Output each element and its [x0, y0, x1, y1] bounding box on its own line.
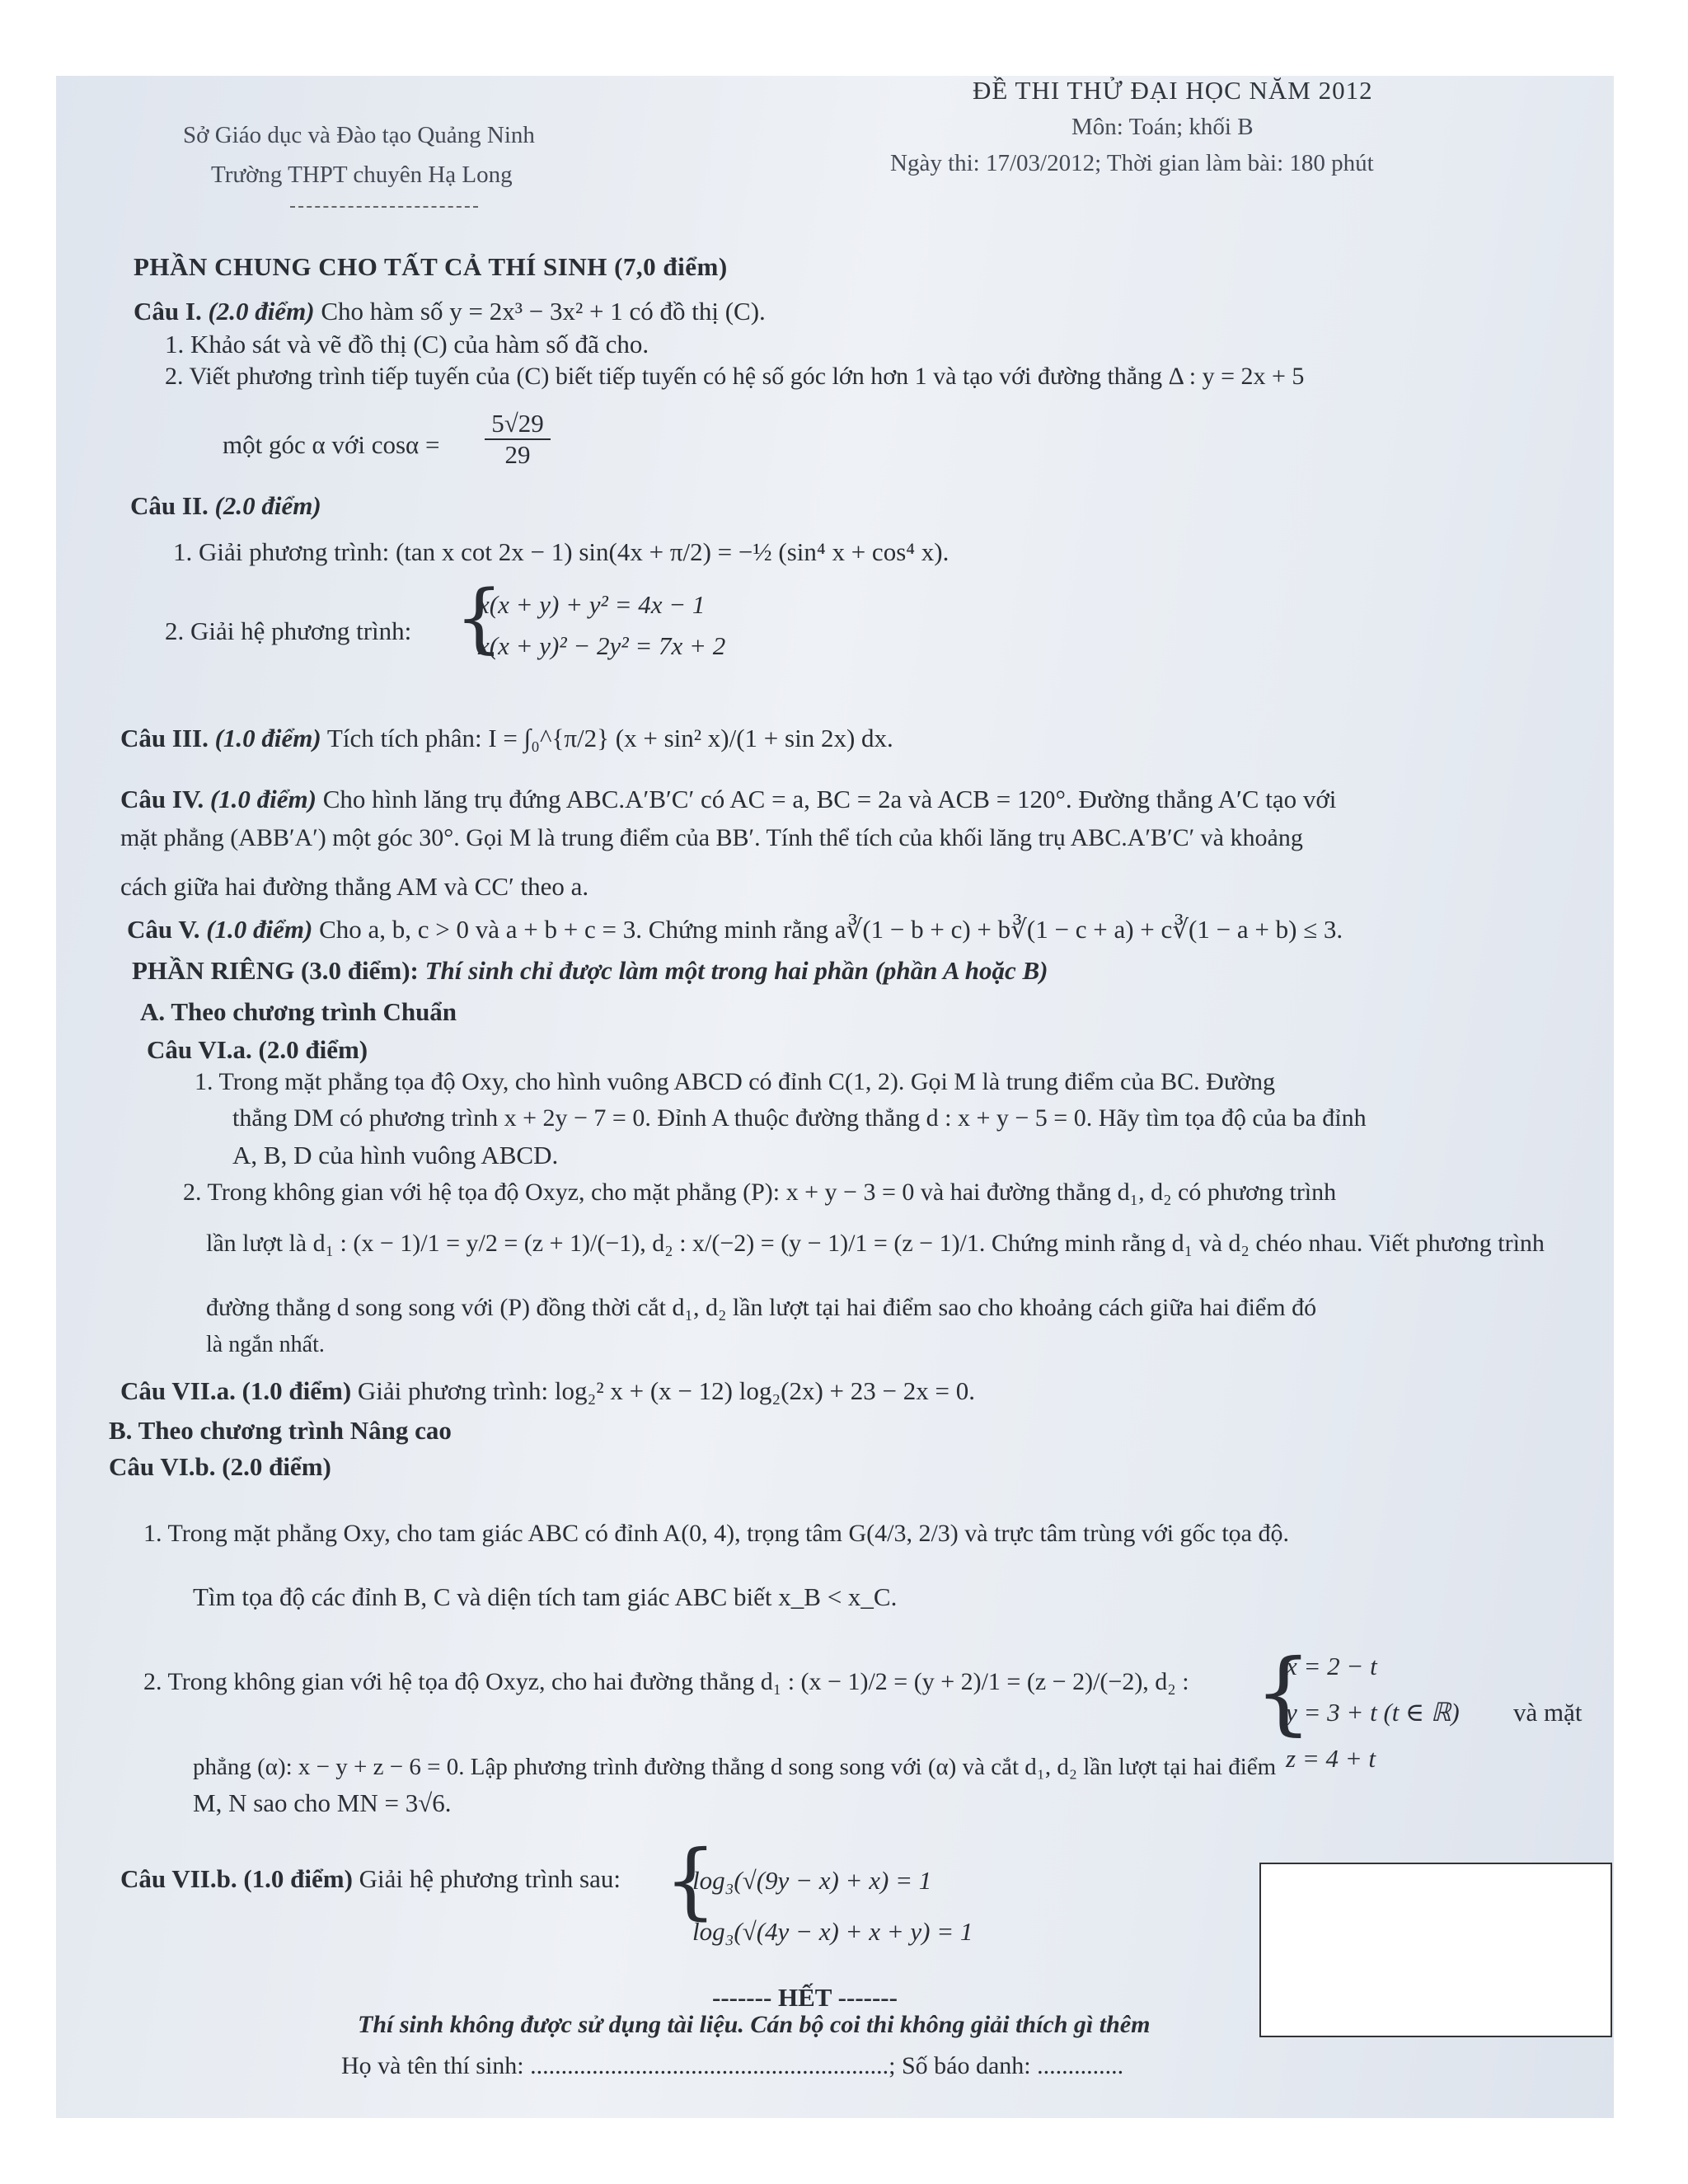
part-a-q6-heading: Câu VI.a. (2.0 điểm): [147, 1035, 368, 1064]
question-1: [134, 297, 766, 326]
blank-box: [1259, 1863, 1612, 2037]
question-4: [120, 785, 1336, 814]
part-a-q6-item-1-line-2: thẳng DM có phương trình x + 2y − 7 = 0. Đỉnh A thuộc đường thẳng d : x + y − 5 = 0. Hãy tìm tọa độ của ba đỉnh: [232, 1104, 1367, 1132]
system-brace: {: [455, 574, 504, 662]
q5-text: Cho a, b, c > 0 và a + b + c = 3. Chứng minh rằng a∛(1 − b + c) + b∛(1 − c + a) + c∛(1 − a + b) ≤ 3.: [319, 915, 1343, 944]
q2-item-1: 1. Giải phương trình: (tan x cot 2x − 1) sin(4x + π/2) = −½ (sin⁴ x + cos⁴ x).: [173, 537, 950, 566]
q1-text: Cho hàm số y = 2x³ − 3x² + 1 có đồ thị (C).: [321, 297, 766, 326]
part-b-q7-text: Giải hệ phương trình sau:: [359, 1864, 621, 1893]
q2-item-2: 2. Giải hệ phương trình:: [165, 616, 412, 645]
common-part-heading: PHẦN CHUNG CHO TẤT CẢ THÍ SINH (7,0 điểm): [134, 252, 728, 281]
part-b-q6-item-1-line-2: Tìm tọa độ các đỉnh B, C và diện tích tam giác ABC biết x_B < x_C.: [193, 1582, 898, 1611]
q1-label: Câu I.: [134, 297, 202, 326]
q2-system-eq-1: x(x + y) + y² = 4x − 1: [478, 590, 706, 619]
part-b-q7-label: Câu VII.b. (1.0 điểm): [120, 1864, 353, 1893]
q5-label: Câu V.: [127, 915, 200, 944]
part-b-q6-heading: Câu VI.b. (2.0 điểm): [109, 1452, 331, 1481]
cos-fraction: [485, 409, 551, 470]
q1-item-2: 2. Viết phương trình tiếp tuyến của (C) biết tiếp tuyến có hệ số góc lớn hơn 1 và tạo với đường thẳng Δ : y = 2x + 5: [165, 363, 1305, 390]
q3-label: Câu III.: [120, 724, 209, 752]
fraction-denominator: 29: [504, 440, 531, 469]
q2-points: (2.0 điểm): [214, 491, 321, 520]
param-system-brace: {: [1254, 1639, 1312, 1745]
q2-system-eq-2: x(x + y)² − 2y² = 7x + 2: [478, 631, 726, 660]
q4-line-3: cách giữa hai đường thẳng AM và CC′ theo a.: [120, 872, 589, 901]
part-b-q7-eq-2: log₃(√(4y − x) + x + y) = 1: [692, 1917, 973, 1946]
part-a-q7: [120, 1376, 975, 1406]
fraction-numerator: 5√29: [485, 409, 551, 440]
log-system-brace: {: [664, 1832, 717, 1929]
school-name: Trường THPT chuyên Hạ Long: [211, 162, 513, 188]
part-b-q7-eq-1: log₃(√(9y − x) + x) = 1: [692, 1866, 932, 1895]
private-part-heading: [132, 956, 1048, 986]
part-a-q6-item-2-line-4: là ngắn nhất.: [206, 1332, 325, 1357]
q3-text: Tích tích phân: I = ∫₀^{π/2} (x + sin² x)/(1 + sin 2x) dx.: [326, 724, 893, 752]
private-heading-title: PHẦN RIÊNG (3.0 điểm):: [132, 956, 419, 985]
question-3: [120, 724, 893, 753]
part-b-q6-item-2-line-2: phẳng (α): x − y + z − 6 = 0. Lập phương trình đường thẳng d song song với (α) và cắt d₁, d₂ lần lượt tại hai điểm: [193, 1754, 1277, 1780]
private-heading-note: Thí sinh chỉ được làm một trong hai phần (phần A hoặc B): [424, 956, 1048, 985]
q4-line-2: mặt phẳng (ABB′A′) một góc 30°. Gọi M là trung điểm của BB′. Tính thể tích của khối lăng trụ ABC.A′B′C′ và khoảng: [120, 824, 1303, 851]
exam-subject: Môn: Toán; khối B: [1071, 114, 1254, 140]
q1-item-2-cont: một góc α với cosα =: [223, 430, 440, 459]
part-b-q6-item-2-line-3: M, N sao cho MN = 3√6.: [193, 1788, 452, 1817]
q4-line-1: Cho hình lăng trụ đứng ABC.A′B′C′ có AC = a, BC = 2a và ACB = 120°. Đường thẳng A′C tạo với: [322, 785, 1337, 813]
d2-param-y: y = 3 + t (t ∈ ℝ): [1286, 1698, 1460, 1727]
part-a-q7-text: Giải phương trình: log₂² x + (x − 12) log₂(2x) + 23 − 2x = 0.: [357, 1376, 975, 1405]
exam-title: ĐỀ THI THỬ ĐẠI HỌC NĂM 2012: [973, 76, 1373, 105]
part-a-q6-item-2-line-2: lần lượt là d₁ : (x − 1)/1 = y/2 = (z + 1)/(−1), d₂ : x/(−2) = (y − 1)/1 = (z − 1)/1. Chứng minh rằng d₁ và d₂ chéo nhau. Viết phương trình: [206, 1230, 1545, 1257]
end-marker: ------- HẾT -------: [712, 1983, 898, 2012]
part-a-q6-item-2-line-1: 2. Trong không gian với hệ tọa độ Oxyz, cho mặt phẳng (P): x + y − 3 = 0 và hai đường thẳng d₁, d₂ có phương trình: [183, 1179, 1337, 1206]
part-a-q6-item-1-line-3: A, B, D của hình vuông ABCD.: [232, 1141, 559, 1169]
part-b-q6-item-1-line-1: 1. Trong mặt phẳng Oxy, cho tam giác ABC có đỉnh A(0, 4), trọng tâm G(4/3, 2/3) và trực tâm trùng với gốc tọa độ.: [143, 1520, 1289, 1547]
d2-param-z: z = 4 + t: [1286, 1744, 1376, 1773]
header-divider: [290, 206, 478, 208]
part-b-q6-item-2-line-1: 2. Trong không gian với hệ tọa độ Oxyz, cho hai đường thẳng d₁ : (x − 1)/2 = (y + 2)/1 = (z − 2)/(−2), d₂ :: [143, 1668, 1189, 1695]
part-a-q6-item-2-line-3: đường thẳng d song song với (P) đồng thời cắt d₁, d₂ lần lượt tại hai điểm sao cho khoảng cách giữa hai điểm đó: [206, 1294, 1317, 1321]
question-5: [127, 915, 1343, 944]
part-b-title: B. Theo chương trình Nâng cao: [109, 1416, 452, 1445]
q1-item-1: 1. Khảo sát và vẽ đồ thị (C) của hàm số đã cho.: [165, 330, 649, 359]
part-b-q7: [120, 1864, 621, 1894]
q3-points: (1.0 điểm): [214, 724, 321, 752]
q5-points: (1.0 điểm): [206, 915, 313, 944]
footer-note: Thí sinh không được sử dụng tài liệu. Cán bộ coi thi không giải thích gì thêm: [358, 2011, 1151, 2038]
q1-points: (2.0 điểm): [208, 297, 315, 326]
question-2: [130, 491, 321, 521]
d2-param-x: x = 2 − t: [1286, 1652, 1377, 1680]
part-b-q6-item-2-tail: và mặt: [1513, 1698, 1582, 1727]
part-a-q7-label: Câu VII.a. (1.0 điểm): [120, 1376, 352, 1405]
q4-label: Câu IV.: [120, 785, 204, 813]
q4-points: (1.0 điểm): [209, 785, 316, 813]
part-a-title: A. Theo chương trình Chuẩn: [140, 997, 457, 1026]
q2-label: Câu II.: [130, 491, 209, 520]
department-name: Sở Giáo dục và Đào tạo Quảng Ninh: [183, 122, 535, 148]
candidate-info-line: Họ và tên thí sinh: ..........................................................; Số báo danh: ..............: [341, 2052, 1124, 2079]
exam-date-time: Ngày thi: 17/03/2012; Thời gian làm bài: 180 phút: [890, 150, 1374, 176]
part-a-q6-item-1-line-1: 1. Trong mặt phẳng tọa độ Oxy, cho hình vuông ABCD có đỉnh C(1, 2). Gọi M là trung điểm của BC. Đường: [195, 1068, 1275, 1095]
